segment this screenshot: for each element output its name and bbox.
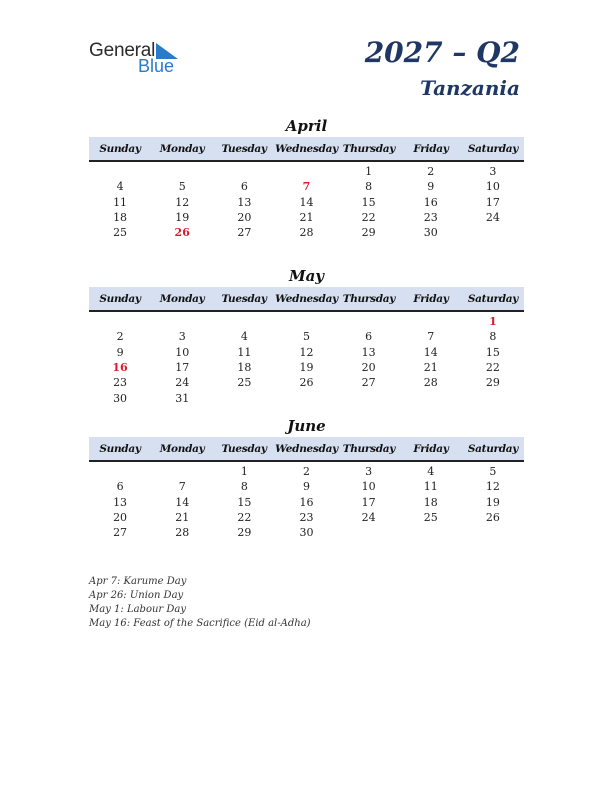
- week-row: [89, 525, 524, 540]
- weekday-label: Monday: [159, 142, 205, 155]
- date-cell: 27: [113, 526, 128, 540]
- week-row: [89, 390, 524, 405]
- date-cell: 22: [361, 211, 376, 225]
- weekday-label: Thursday: [342, 442, 396, 455]
- date-cell: 13: [361, 345, 376, 359]
- date-cell: 8: [489, 330, 497, 344]
- weekday-header: [89, 137, 524, 162]
- week-row: [89, 329, 524, 344]
- weekday-header: [89, 287, 524, 312]
- weekday-label: Wednesday: [275, 142, 338, 155]
- week-row: [89, 345, 524, 360]
- date-cell: 2: [116, 330, 124, 344]
- date-cell: 3: [489, 165, 497, 179]
- date-cell: 10: [175, 345, 190, 359]
- date-cell: 29: [485, 376, 500, 390]
- weekday-label: Sunday: [99, 142, 141, 155]
- date-cell: 11: [237, 345, 252, 359]
- holiday-date: 26: [174, 226, 190, 240]
- date-cell: 13: [237, 195, 252, 209]
- date-cell: 26: [299, 376, 314, 390]
- date-cell: 17: [175, 361, 190, 375]
- date-cell: 1: [240, 465, 248, 479]
- date-cell: 24: [175, 376, 190, 390]
- month-title: April: [285, 117, 328, 135]
- date-cell: 15: [361, 195, 376, 209]
- date-cell: 18: [113, 211, 128, 225]
- holiday-date: 7: [302, 180, 311, 194]
- weekday-label: Sunday: [99, 442, 141, 455]
- week-row: [89, 314, 524, 329]
- date-cell: 22: [237, 511, 252, 525]
- week-row: [89, 375, 524, 390]
- date-cell: 18: [237, 361, 252, 375]
- date-cell: 15: [237, 495, 252, 509]
- date-cell: 27: [237, 226, 252, 240]
- date-cell: 21: [423, 361, 438, 375]
- weekday-label: Monday: [159, 292, 205, 305]
- weekday-label: Tuesday: [221, 142, 267, 155]
- date-cell: 19: [299, 361, 314, 375]
- weekday-label: Wednesday: [275, 292, 338, 305]
- country-title: Tanzania: [420, 76, 520, 100]
- week-row: [89, 464, 524, 479]
- date-cell: 25: [423, 511, 438, 525]
- date-cell: 14: [175, 495, 190, 509]
- date-cell: 23: [113, 376, 128, 390]
- month-title: June: [287, 417, 326, 435]
- date-cell: 23: [423, 211, 438, 225]
- weekday-label: Saturday: [467, 442, 519, 455]
- holiday-date: 16: [112, 361, 128, 375]
- date-cell: 7: [427, 330, 435, 344]
- date-cell: 23: [299, 511, 314, 525]
- weekday-label: Monday: [159, 442, 205, 455]
- date-cell: 5: [302, 330, 310, 344]
- date-cell: 9: [427, 180, 435, 194]
- date-cell: 9: [302, 480, 310, 494]
- date-cell: 28: [299, 226, 314, 240]
- holiday-note: May 1: Labour Day: [89, 604, 186, 615]
- weekday-label: Friday: [413, 292, 449, 305]
- date-cell: 19: [485, 495, 500, 509]
- date-cell: 6: [240, 180, 248, 194]
- date-cell: 20: [113, 511, 128, 525]
- date-cell: 10: [361, 480, 376, 494]
- date-cell: 28: [175, 526, 190, 540]
- date-cell: 5: [178, 180, 186, 194]
- date-cell: 7: [178, 480, 186, 494]
- weekday-label: Tuesday: [221, 442, 267, 455]
- month-april: [89, 115, 524, 240]
- date-cell: 19: [175, 211, 190, 225]
- week-grid: [89, 162, 524, 240]
- date-cell: 17: [485, 195, 500, 209]
- date-cell: 12: [175, 195, 190, 209]
- date-cell: 13: [113, 495, 128, 509]
- date-cell: 22: [485, 361, 500, 375]
- date-cell: 12: [485, 480, 500, 494]
- date-cell: 4: [427, 465, 435, 479]
- page-title: 2027 – Q2: [364, 36, 520, 69]
- weekday-header: [89, 437, 524, 462]
- date-cell: 3: [178, 330, 186, 344]
- date-cell: 15: [485, 345, 500, 359]
- weekday-label: Wednesday: [275, 442, 338, 455]
- date-cell: 24: [361, 511, 376, 525]
- date-cell: 8: [240, 480, 248, 494]
- logo-general-text: General: [89, 40, 156, 61]
- date-cell: 3: [365, 465, 373, 479]
- date-cell: 9: [116, 345, 124, 359]
- logo: [89, 40, 189, 76]
- date-cell: 5: [489, 465, 497, 479]
- week-row: [89, 179, 524, 194]
- week-row: [89, 225, 524, 240]
- holiday-notes: [89, 575, 311, 631]
- date-cell: 20: [361, 361, 376, 375]
- date-cell: 11: [423, 480, 438, 494]
- date-cell: 28: [423, 376, 438, 390]
- date-cell: 11: [113, 195, 128, 209]
- date-cell: 29: [361, 226, 376, 240]
- date-cell: 20: [237, 211, 252, 225]
- date-cell: 24: [485, 211, 500, 225]
- month-title: May: [288, 267, 325, 285]
- week-row: [89, 510, 524, 525]
- date-cell: 8: [365, 180, 373, 194]
- date-cell: 1: [365, 165, 373, 179]
- date-cell: 21: [299, 211, 314, 225]
- week-row: [89, 164, 524, 179]
- week-grid: [89, 312, 524, 406]
- date-cell: 4: [116, 180, 124, 194]
- date-cell: 30: [423, 226, 438, 240]
- date-cell: 16: [423, 195, 438, 209]
- date-cell: 6: [116, 480, 124, 494]
- week-grid: [89, 462, 524, 540]
- date-cell: 26: [485, 511, 500, 525]
- weekday-label: Friday: [413, 142, 449, 155]
- date-cell: 17: [361, 495, 376, 509]
- date-cell: 25: [237, 376, 252, 390]
- week-row: [89, 479, 524, 494]
- date-cell: 18: [423, 495, 438, 509]
- date-cell: 30: [113, 391, 128, 405]
- month-may: [89, 265, 524, 406]
- holiday-date: 1: [489, 315, 497, 329]
- weekday-label: Saturday: [467, 142, 519, 155]
- date-cell: 30: [299, 526, 314, 540]
- week-row: [89, 360, 524, 375]
- date-cell: 12: [299, 345, 314, 359]
- weekday-label: Saturday: [467, 292, 519, 305]
- date-cell: 29: [237, 526, 252, 540]
- date-cell: 14: [423, 345, 438, 359]
- date-cell: 4: [240, 330, 248, 344]
- week-row: [89, 210, 524, 225]
- weekday-label: Sunday: [99, 292, 141, 305]
- date-cell: 2: [302, 465, 310, 479]
- weekday-label: Thursday: [342, 292, 396, 305]
- weekday-label: Thursday: [342, 142, 396, 155]
- month-june: [89, 415, 524, 540]
- weekday-label: Friday: [413, 442, 449, 455]
- date-cell: 10: [485, 180, 500, 194]
- week-row: [89, 195, 524, 210]
- date-cell: 6: [365, 330, 373, 344]
- week-row: [89, 495, 524, 510]
- weekday-label: Tuesday: [221, 292, 267, 305]
- date-cell: 16: [299, 495, 314, 509]
- holiday-note: May 16: Feast of the Sacrifice (Eid al-Adha): [89, 618, 311, 629]
- date-cell: 31: [175, 391, 190, 405]
- date-cell: 27: [361, 376, 376, 390]
- logo-blue-text: Blue: [138, 56, 175, 76]
- holiday-note: Apr 7: Karume Day: [89, 576, 187, 587]
- date-cell: 21: [175, 511, 190, 525]
- date-cell: 25: [113, 226, 128, 240]
- date-cell: 14: [299, 195, 314, 209]
- date-cell: 2: [427, 165, 435, 179]
- holiday-note: Apr 26: Union Day: [89, 590, 184, 601]
